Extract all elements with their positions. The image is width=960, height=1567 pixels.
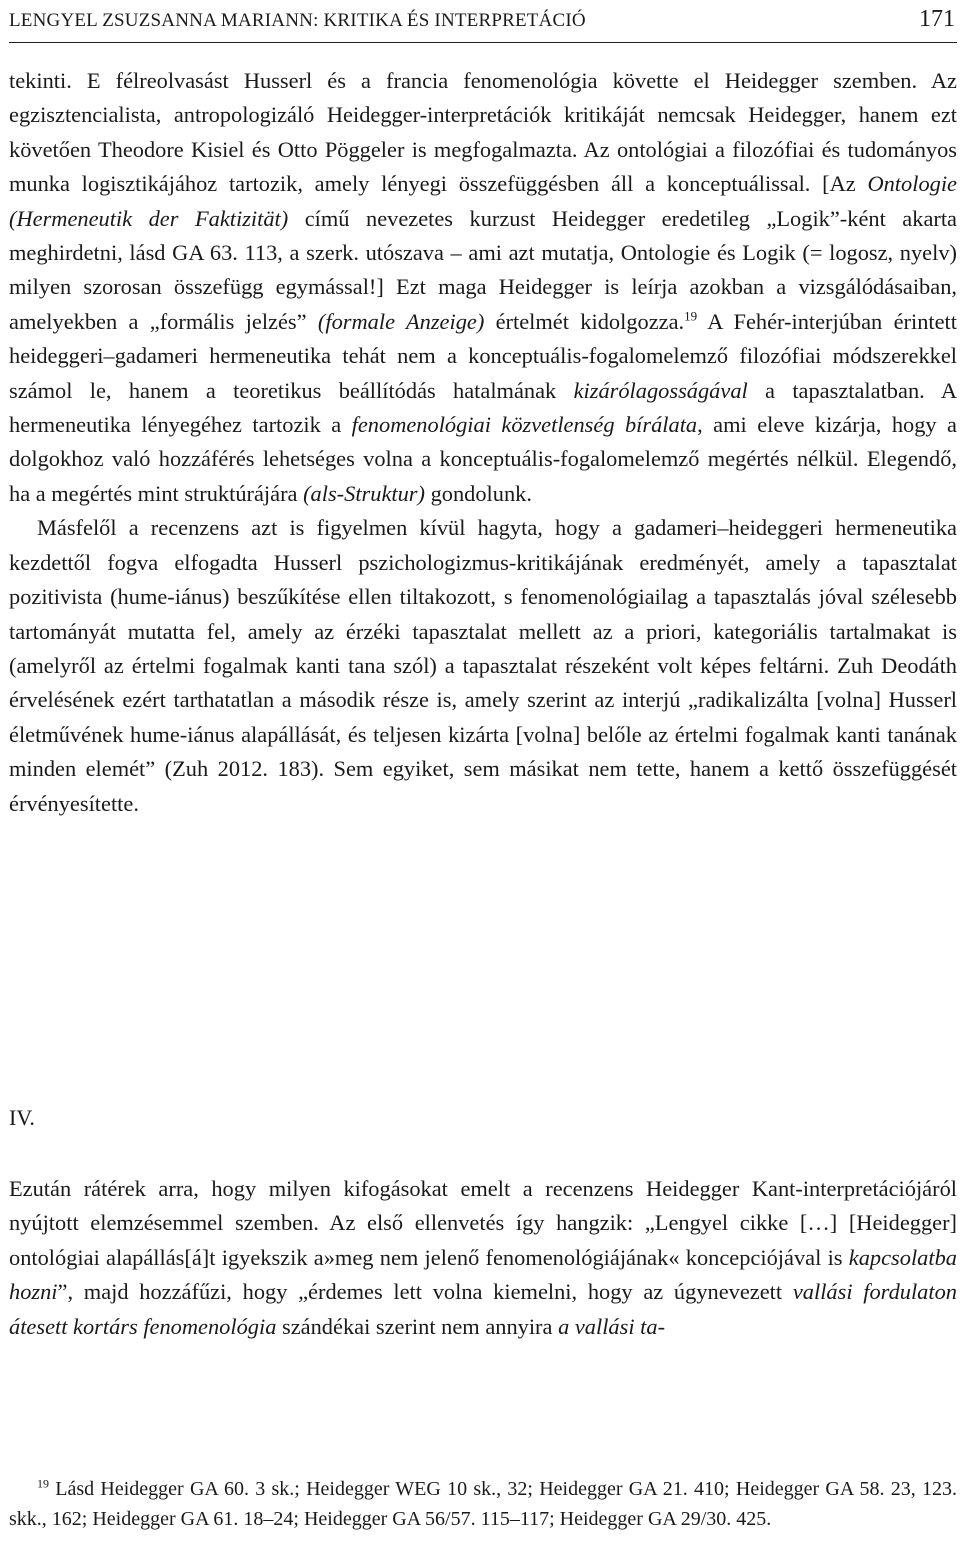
footnote — [9, 1474, 957, 1534]
text-span: című nevezetes kurzust Heidegger eredetileg „Logik”-ként akarta meghirdetni, lásd GA 63. 113, a szerk. utószava – ami azt mutatja, Ontologie és Logik (= logosz, nyelv) milyen szorosan összefügg egymással!] Ezt maga Heidegger is leírja azokban a vizsgálódásaiban, amelyekben a „formális jelzés” — [9, 205, 957, 334]
text-span: tekinti. E félreolvasást Husserl és a francia fenomenológia követte el Heidegger szemben. Az egzisztencialista, antropologizáló Heidegger-interpretációk kritikáját nemcsak Heidegger, hanem ezt követően Theodore Kisiel és Otto Pöggeler is megfogalmazta. Az ontológiai a filozófiai és tudományos munka logisztikájához tartozik, amely lényegi összefüggésben áll a konceptuálissal. [Az — [9, 68, 957, 197]
main-text — [9, 64, 957, 821]
page-number: 171 — [919, 6, 955, 32]
header-rule — [9, 42, 957, 43]
text-span: gondolunk. — [424, 480, 532, 506]
paragraph-3 — [9, 1172, 957, 1344]
italic-span: kizárólagosságával — [573, 377, 748, 403]
footnote-number: 19 — [37, 1476, 49, 1491]
italic-span: vallási fordulaton átesett kortárs fenomenológia — [9, 1279, 957, 1339]
italic-span: kapcsolatba hozni — [9, 1244, 957, 1305]
text-span: szándékai szerint nem annyira — [276, 1313, 559, 1339]
italic-span: fenomenológiai közvetlenség bírálata — [351, 412, 698, 438]
running-header — [9, 6, 957, 34]
paragraph-1 — [9, 64, 957, 511]
running-title: LENGYEL ZSUZSANNA MARIANN: KRITIKA ÉS INTERPRETÁCIÓ — [9, 10, 586, 31]
footnote-19 — [9, 1474, 957, 1534]
text-span: Ezután rátérek arra, hogy milyen kifogásokat emelt a recenzens Heidegger Kant-interpretációjáról nyújtott elemzésemmel szemben. Az első ellenvetés így hangzik: „Lengyel cikke […] [Heidegger] ontológiai alapállás[á]t igyekszik a»meg nem jelenő fenomenológiájának« koncepciójával is — [9, 1176, 957, 1270]
section-heading: IV. — [9, 1105, 35, 1130]
text-span: értelmét kidolgozza. — [484, 308, 685, 334]
italic-span: Ontologie (Hermeneutik der Faktizität) — [9, 171, 957, 231]
italic-span: (formale Anzeige) — [317, 308, 485, 334]
italic-span: (als-Struktur) — [303, 480, 425, 506]
italic-span: a vallási ta- — [558, 1313, 666, 1339]
page — [9, 0, 957, 1567]
footnote-marker[interactable]: 19 — [684, 308, 698, 324]
text-span: A Fehér-interjúban érintett heideggeri–gadameri hermeneutika tehát nem a konceptuális-fogalomelemző filozófiai módszerekkel számol le, hanem a teoretikus beállítódás hatalmának — [9, 308, 957, 403]
text-span: a tapasztalatban. A hermeneutika lényegéhez tartozik a — [9, 377, 957, 438]
text-span: ”, majd hozzáfűzi, hogy „érdemes lett volna kiemelni, hogy az úgynevezett — [57, 1279, 793, 1305]
text-span: , ami eleve kizárja, hogy a dolgokhoz való hozzáférés lehetséges volna a konceptuális-fogalomelemző megértés nélkül. Elegendő, ha a megértés mint struktúrájára — [9, 412, 957, 506]
paragraph-2: Másfelől a recenzens azt is figyelmen kívül hagyta, hogy a gadameri–heideggeri hermeneutika kezdettől fogva elfogadta Husserl pszichologizmus-kritikájának eredményét, amely a tapasztalat pozitivista (hume-iánus) beszűkítése ellen tiltakozott, s fenomenológiailag a tapasztalás jóval szélesebb tartományát mutatta fel, amely az érzéki tapasztalat mellett az a priori, kategoriális tartalmakat is (amelyről az értelmi fogalmak kanti tana szól) a tapasztalat részeként volt képes feltárni. Zuh Deodáth érvelésének ezért tarthatatlan a második része is, amely szerint az interjú „radikalizálta [volna] Husserl életművének hume-iánus alapállását, és teljesen kizárta [volna] belőle az értelmi fogalmak kanti tanának minden elemét” (Zuh 2012. 183). Sem egyiket, sem másikat nem tette, hanem a kettő összefüggését érvényesítette. — [9, 515, 957, 816]
footnote-text: Lásd Heidegger GA 60. 3 sk.; Heidegger WEG 10 sk., 32; Heidegger GA 21. 410; Heidegger GA 58. 23, 123. skk., 162; Heidegger GA 61. 18–24; Heidegger GA 56/57. 115–117; Heidegger GA 29/30. 425. — [9, 1478, 957, 1530]
section-text — [9, 1172, 957, 1344]
